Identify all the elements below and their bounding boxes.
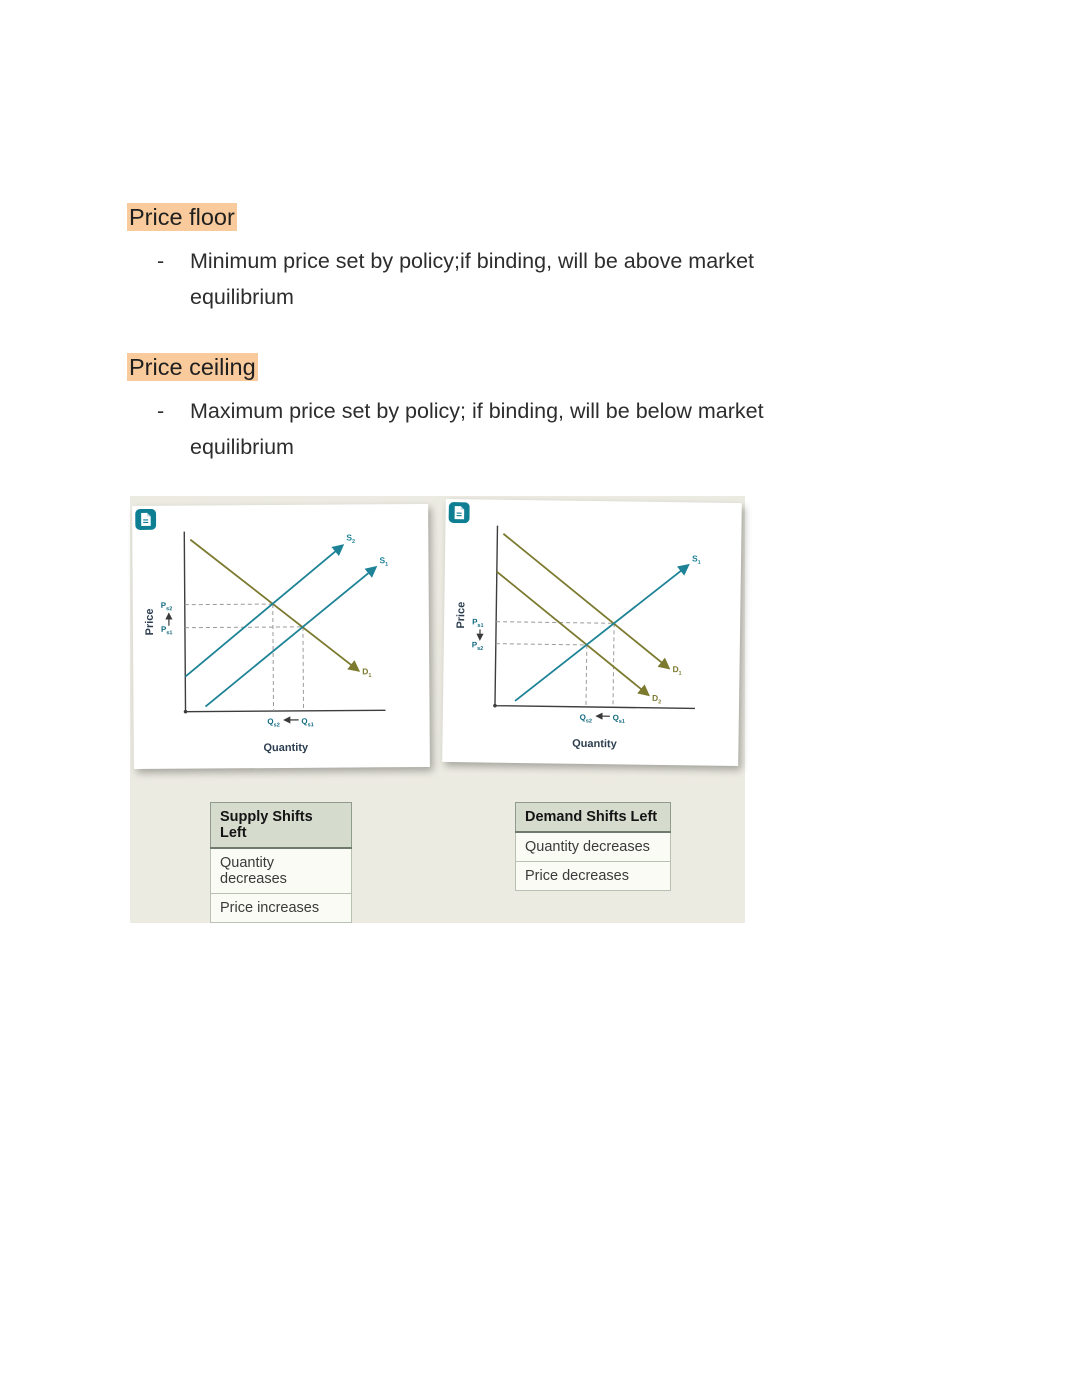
graph-card-demand-shift	[442, 499, 742, 766]
label-s2: $S_2$	[346, 532, 356, 546]
origin-point	[184, 710, 188, 714]
label-qty-old: $Q_{s1}$	[612, 713, 625, 725]
label-d1: $D_1$	[672, 664, 682, 677]
label-qty-old: $Q_{s1}$	[301, 716, 314, 729]
label-s1: $S_1$	[691, 553, 701, 567]
y-axis-label: Price	[455, 601, 468, 629]
label-price-old: $P_{s1}$	[160, 624, 173, 637]
table-row	[211, 848, 352, 894]
bullet-item-price-floor	[157, 243, 829, 315]
bullet-text: Maximum price set by policy; if binding, will be below market equilibrium	[190, 399, 764, 459]
bullet-marker: -	[157, 399, 165, 423]
origin-point	[493, 704, 497, 708]
graph-card-supply-shift	[132, 504, 430, 769]
table-row	[516, 832, 671, 862]
label-price-new: $P_{s2}$	[471, 640, 484, 652]
table-row	[211, 894, 352, 923]
table-cell: Price decreases	[516, 862, 671, 891]
bullet-text: Minimum price set by policy;if binding, will be above market equilibrium	[190, 249, 755, 309]
table-cell: Price increases	[211, 894, 352, 923]
label-price-old: $P_{s1}$	[472, 617, 484, 629]
heading-price-ceiling	[127, 352, 1080, 383]
label-qty-new: $Q_{s2}$	[579, 712, 592, 725]
x-axis-label: Quantity	[263, 741, 309, 755]
label-price-new: $P_{s2}$	[160, 600, 173, 613]
table-header-row	[211, 803, 352, 849]
demand-curve-d1	[502, 534, 671, 668]
equilibrium-dashed-lines	[495, 622, 614, 708]
supply-curve-s2	[184, 546, 343, 677]
demand-shift-graph	[442, 499, 742, 766]
label-s1: $S_1$	[379, 555, 389, 568]
heading-price-floor	[127, 0, 1080, 233]
document-icon	[449, 502, 470, 523]
table-header: Demand Shifts Left	[516, 803, 671, 833]
embedded-figure	[130, 496, 745, 923]
document-icon	[135, 509, 156, 530]
table-header-row	[516, 803, 671, 833]
label-d2: $D_2$	[652, 692, 662, 706]
label-qty-new: $Q_{s2}$	[267, 717, 280, 729]
label-d1: $D_1$	[362, 666, 372, 679]
supply-curve-s1	[515, 563, 688, 703]
axes	[495, 526, 697, 709]
y-axis-label: Price	[143, 608, 156, 636]
highlighted-text: Price floor	[129, 204, 235, 230]
supply-shift-graph	[132, 504, 430, 769]
supply-shift-table	[210, 802, 352, 923]
highlighted-text: Price ceiling	[129, 354, 256, 380]
table-cell: Quantity decreases	[516, 832, 671, 862]
table-row	[516, 862, 671, 891]
bullet-item-price-ceiling	[157, 393, 829, 465]
table-header: Supply Shifts Left	[211, 803, 352, 849]
x-axis-label: Quantity	[572, 737, 617, 751]
bullet-marker: -	[157, 249, 165, 273]
demand-shift-table	[515, 802, 671, 891]
equilibrium-dashed-lines	[185, 604, 304, 712]
table-cell: Quantity decreases	[211, 848, 352, 894]
